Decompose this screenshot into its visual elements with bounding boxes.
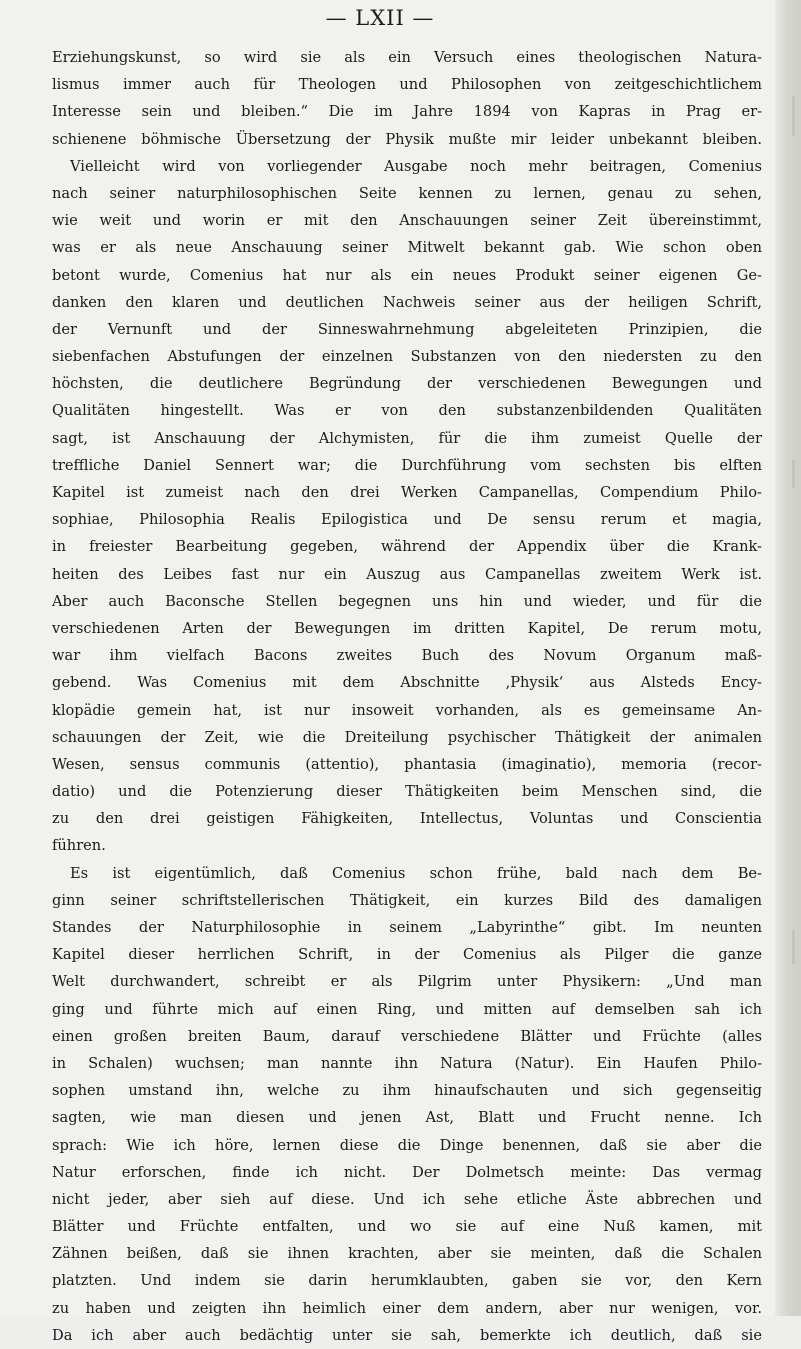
text-line: Kapitel ist zumeist nach den drei Werken Campanellas, Compendium Philo- — [52, 484, 762, 501]
text-line: Wesen, sensus communis (attentio), phantasia (imaginatio), memoria (recor- — [52, 755, 762, 773]
text-line: nicht jeder, aber sieh auf diese. Und ich sehe etliche Äste abbrechen und — [52, 1190, 762, 1208]
text-line: Standes der Naturphilosophie in seinem „Labyrinthe“ gibt. Im neunten — [52, 919, 762, 936]
text-line: Interesse sein und bleiben.“ Die im Jahre 1894 von Kapras in Prag er- — [52, 103, 762, 121]
text-line: platzten. Und indem sie darin herumklaubten, gaben sie vor, den Kern — [52, 1272, 762, 1290]
text-line: sagt, ist Anschauung der Alchymisten, für die ihm zumeist Quelle der — [52, 429, 762, 447]
paragraph — [52, 860, 762, 1349]
text-line: Zähnen beißen, daß sie ihnen krachten, aber sie meinten, daß die Schalen — [52, 1245, 762, 1263]
text-line: schauungen der Zeit, wie die Dreiteilung psychischer Thätigkeit der animalen — [52, 728, 762, 746]
text-line: treffliche Daniel Sennert war; die Durchführung vom sechsten bis elften — [52, 456, 762, 474]
text-line: sagten, wie man diesen und jenen Ast, Blatt und Frucht nenne. Ich — [52, 1109, 762, 1127]
page-number: — LXII — — [325, 6, 435, 30]
text-line: einen großen breiten Baum, darauf verschiedene Blätter und Früchte (alles — [52, 1027, 762, 1045]
text-line: Es ist eigentümlich, daß Comenius schon frühe, bald nach dem Be- — [70, 864, 762, 882]
text-line: war ihm vielfach Bacons zweites Buch des Novum Organum maß- — [52, 647, 762, 665]
text-line: klopädie gemein hat, ist nur insoweit vorhanden, als es gemeinsame An- — [52, 701, 762, 719]
text-line: zu haben und zeigten ihn heimlich einer dem andern, aber nur wenigen, vor. — [52, 1299, 762, 1317]
text-line: Aber auch Baconsche Stellen begegnen uns hin und wieder, und für die — [52, 592, 762, 610]
text-line: gebend. Was Comenius mit dem Abschnitte ‚Physik‘ aus Alsteds Ency- — [52, 674, 762, 692]
text-line: Kapitel dieser herrlichen Schrift, in der Comenius als Pilger die ganze — [52, 946, 762, 964]
text-line: in Schalen) wuchsen; man nannte ihn Natura (Natur). Ein Haufen Philo- — [52, 1054, 762, 1072]
text-line: wie weit und worin er mit den Anschauungen seiner Zeit übereinstimmt, — [52, 212, 762, 230]
page-edge-mark — [792, 96, 795, 136]
text-line: sprach: Wie ich höre, lernen diese die Dinge benennen, daß sie aber die — [52, 1136, 762, 1154]
text-line: sophiae, Philosophia Realis Epilogistica und De sensu rerum et magia, — [52, 511, 762, 529]
body-text — [52, 44, 762, 1349]
text-line: Welt durchwandert, schreibt er als Pilgrim unter Physikern: „Und man — [52, 973, 762, 991]
text-line: nach seiner naturphilosophischen Seite kennen zu lernen, genau zu sehen, — [52, 184, 762, 202]
text-line: Natur erforschen, finde ich nicht. Der Dolmetsch meinte: Das vermag — [52, 1163, 762, 1181]
page-edge-mark — [792, 930, 795, 964]
text-line: lismus immer auch für Theologen und Philosophen von zeitgeschichtlichem — [52, 76, 762, 94]
text-line: ginn seiner schriftstellerischen Thätigkeit, ein kurzes Bild des damaligen — [52, 891, 762, 909]
text-line: Da ich aber auch bedächtig unter sie sah, bemerkte ich deutlich, daß sie — [52, 1326, 762, 1344]
text-line: schienene böhmische Übersetzung der Physik mußte mir leider unbekannt bleiben. — [52, 130, 762, 148]
text-line: Erziehungskunst, so wird sie als ein Versuch eines theologischen Natura- — [52, 49, 762, 66]
text-line: ging und führte mich auf einen Ring, und mitten auf demselben sah ich — [52, 1000, 762, 1018]
text-line: führen. — [52, 837, 106, 855]
text-line: sophen umstand ihn, welche zu ihm hinaufschauten und sich gegenseitig — [52, 1082, 762, 1100]
page-edge-shadow — [775, 0, 801, 1316]
text-line: Vielleicht wird von vorliegender Ausgabe noch mehr beitragen, Comenius — [70, 157, 762, 175]
text-line: verschiedenen Arten der Bewegungen im dritten Kapitel, De rerum motu, — [52, 619, 762, 637]
text-line: heiten des Leibes fast nur ein Auszug aus Campanellas zweitem Werk ist. — [52, 565, 762, 583]
text-line: siebenfachen Abstufungen der einzelnen Substanzen von den niedersten zu den — [52, 348, 762, 366]
text-line: betont wurde, Comenius hat nur als ein neues Produkt seiner eigenen Ge- — [52, 266, 762, 284]
text-line: Blätter und Früchte entfalten, und wo sie auf eine Nuß kamen, mit — [52, 1218, 762, 1236]
text-line: höchsten, die deutlichere Begründung der verschiedenen Bewegungen und — [52, 375, 762, 393]
text-line: datio) und die Potenzierung dieser Thätigkeiten beim Menschen sind, die — [52, 783, 762, 801]
text-line: Qualitäten hingestellt. Was er von den substanzenbildenden Qualitäten — [52, 402, 762, 420]
text-line: was er als neue Anschauung seiner Mitwelt bekannt gab. Wie schon oben — [52, 239, 762, 257]
text-line: danken den klaren und deutlichen Nachweis seiner aus der heiligen Schrift, — [52, 293, 762, 311]
text-line: in freiester Bearbeitung gegeben, während der Appendix über die Krank- — [52, 538, 762, 556]
text-line: der Vernunft und der Sinneswahrnehmung abgeleiteten Prinzipien, die — [52, 320, 762, 338]
page-edge-mark — [792, 460, 795, 488]
paragraph — [52, 44, 762, 860]
text-line: zu den drei geistigen Fähigkeiten, Intellectus, Voluntas und Conscientia — [52, 810, 762, 828]
